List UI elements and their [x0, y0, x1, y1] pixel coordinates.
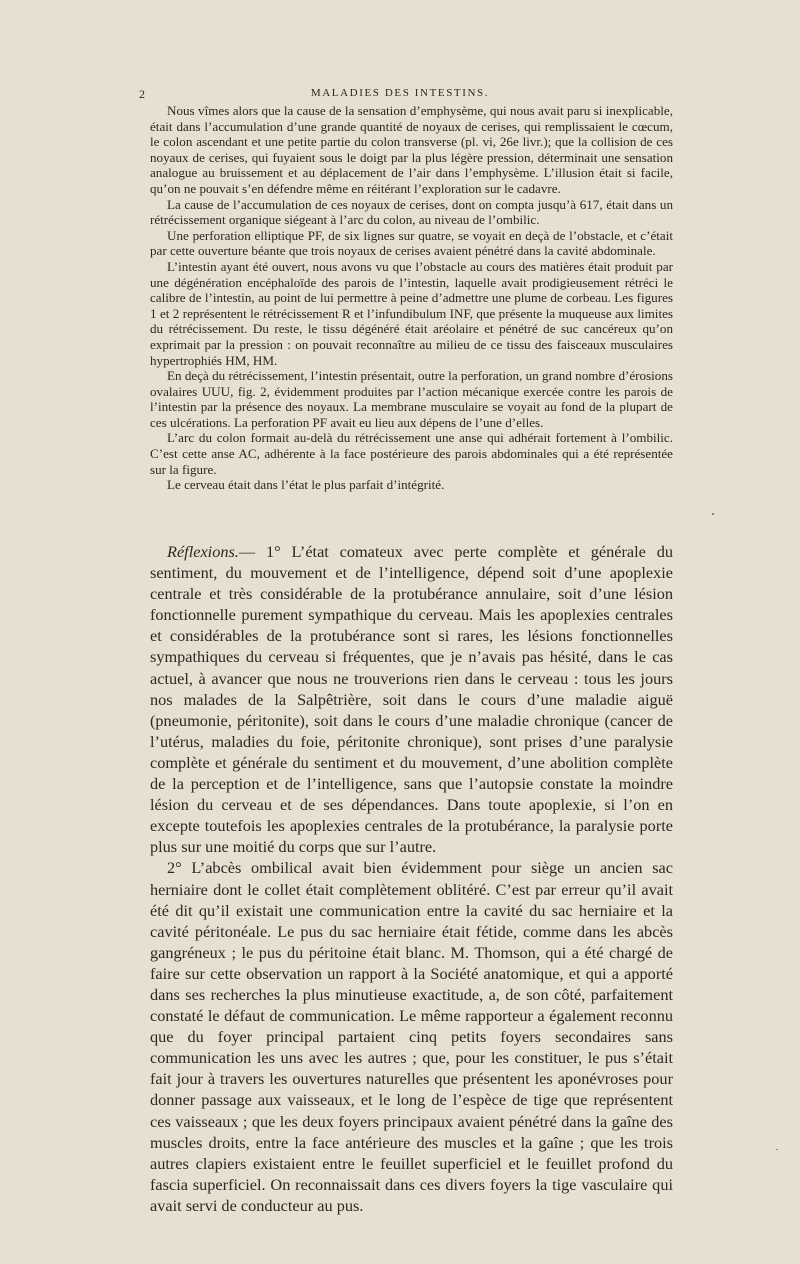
- reflexions-paragraph-2: 2° L’abcès ombilical avait bien évidemment pour siège un ancien sac herniaire dont le collet était complètement oblitéré. C’est par erreur qu’il avait été dit qu’il existait une communication entre la cavité du sac herniaire et la cavité péritonéale. Le pus du sac herniaire était fétide, comme dans les abcès gangréneux ; le pus du péritoine était blanc. M. Thomson, qui a été chargé de faire sur cette observation un rapport à la Société anatomique, et qui a apporté dans ses recherches la plus minutieuse exactitude, a, de son côté, parfaitement constaté le défaut de communication. Le même rapporteur a également reconnu que du foyer principal partaient cinq petits foyers secondaires sans communication les uns avec les autres ; que, pour les constituer, le pus s’était fait jour à travers les ouvertures naturelles que présentent les aponévroses pour donner passage aux vaisseaux, et le long de l’espèce de tige que représentent ces vaisseaux ; que les deux foyers principaux avaient pénétré dans la gaîne des muscles droits, entre la face antérieure des muscles et la gaîne ; que les trois autres clapiers existaient entre le feuillet superficiel et le feuillet profond du fascia superficiel. On reconnaissait dans ces divers foyers la tige vasculaire qui avait servi de conducteur au pus.: [150, 858, 673, 1215]
- page-number: 2: [139, 87, 146, 101]
- paragraph: Le cerveau était dans l’état le plus parfait d’intégrité.: [167, 477, 445, 493]
- paragraph: L’arc du colon formait au-delà du rétrécissement une anse qui adhérait fortement à l’ombilic. C’est cette anse AC, adhérente à la face postérieure des parois abdominales qui a été représentée sur la figure.: [150, 430, 673, 477]
- paragraph: Nous vîmes alors que la cause de la sensation d’emphysème, qui nous avait paru si inexplicable, était dans l’accumulation d’une grande quantité de noyaux de cerises, qui remplissaient le cœcum, le colon ascendant et une petite partie du colon transverse (pl. vi, 26e livr.); que la collision de ces noyaux de cerises, qui fuyaient sous le doigt par la plus légère pression, déterminait une sensation analogue au bruissement et au déplacement de l’air dans l’emphysème. L’illusion était si facile, qu’on ne pouvait s’en défendre même en réitérant l’exploration sur le cadavre.: [150, 103, 673, 196]
- reflexions-body-1: — 1° L’état comateux avec perte complète et générale du sentiment, du mouvement et de l’intelligence, dépend soit d’une apoplexie centrale et très considérable de la protubérance annulaire, soit d’une lésion fonctionnelle purement sympathique du cerveau. Mais les apoplexies centrales et considérables de la protubérance sont si rares, les lésions fonctionnelles sympathiques du cerveau si fréquentes, que je n’avais pas hésité, dans le cas actuel, à avancer que nous ne trouverions rien dans le cerveau : tous les jours nos malades de la Salpêtrière, soit dans le cours d’une maladie aiguë (pneumonie, péritonite), soit dans le cours d’une maladie chronique (cancer de l’utérus, maladies du foie, péritonite chronique), sont prises d’une paralysie complète et générale du sentiment et du mouvement, d’une abolition complète de la perception et de l’intelligence, sans que l’autopsie constate la moindre lésion du cerveau et de ses dépendances. Dans toute apoplexie, si l’on en excepte toutefois les apoplexies centrales de la protubérance, la paralysie porte plus sur une moitié du corps que sur l’autre.: [150, 542, 673, 857]
- paragraph: L’intestin ayant été ouvert, nous avons vu que l’obstacle au cours des matières était produit par une dégénération encéphaloïde des parois de l’intestin, laquelle avait prodigieusement rétréci le calibre de l’intestin, au point de lui permettre à peine d’admettre une plume de corbeau. Les figures 1 et 2 représentent le rétrécissement R et l’infundibulum INF, que présente la muqueuse aux limites du rétrécissement. Du reste, le tissu dégénéré était aréolaire et pénétré de suc cancéreux qu’on exprimait par la pression : on pouvait reconnaître au milieu de ce tissu des faisceaux musculaires hypertrophiés HM, HM.: [150, 258, 673, 368]
- observation-text: [150, 103, 673, 493]
- running-title: MALADIES DES INTESTINS.: [310, 87, 490, 99]
- paragraph: En deçà du rétrécissement, l’intestin présentait, outre la perforation, un grand nombre d’érosions ovalaires UUU, fig. 2, évidemment produites par l’action mécanique exercée contre les parois de l’intestin par la présence des noyaux. La membrane musculaire se voyait au fond de la plupart de ces ulcérations. La perforation PF avait eu lieu aux dépens de l’une d’elles.: [150, 368, 673, 430]
- paragraph: Une perforation elliptique PF, de six lignes sur quatre, se voyait en deçà de l’obstacle, et c’était par cette ouverture béante que trois noyaux de cerises avaient pénétré dans la cavité abdominale.: [150, 227, 673, 259]
- reflexions-label: Réflexions.: [167, 542, 239, 561]
- paragraph: La cause de l’accumulation de ces noyaux de cerises, dont on compta jusqu’à 617, était dans un rétrécissement organique siégeant à l’arc du colon, au niveau de l’ombilic.: [150, 196, 673, 228]
- reflexions-text: [150, 541, 673, 1216]
- ink-speck: [776, 1149, 778, 1150]
- reflexions-paragraph-1: [150, 541, 673, 857]
- ink-speck: [712, 513, 714, 515]
